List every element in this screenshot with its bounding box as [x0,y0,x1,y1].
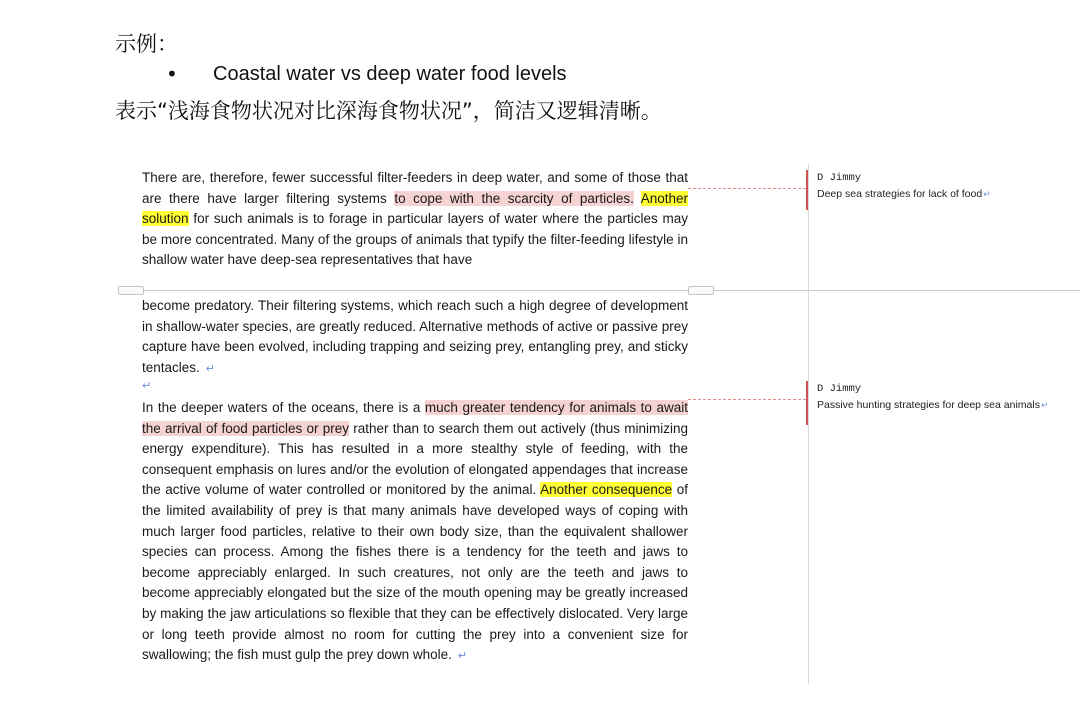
paragraph-1-text-c [634,191,641,206]
comment-author: D Jimmy [817,383,862,395]
intro-label: 示例： [115,32,178,56]
comment-balloon-2[interactable] [806,381,1077,425]
paragraph-mark-icon: ↵ [1040,400,1049,410]
comment-text-body: Passive hunting strategies for deep sea animals [817,399,1040,411]
paragraph-mark-icon: ↵ [457,650,468,663]
comment-anchor-2[interactable]: much greater tendency for animals to await the arrival of food particles or prey [142,400,688,436]
comment-text [817,186,1077,202]
comment-text-body: Deep sea strategies for lack of food [817,188,983,200]
page-break-divider [118,290,1080,291]
highlight-another-consequence: Another consequence [540,482,673,498]
comment-balloon-1[interactable] [806,170,1077,210]
highlight-another-solution: Another solution [142,190,688,227]
comment-connector-2 [688,399,806,400]
paragraph-mark-icon: ↵ [205,362,216,375]
comment-anchor-1[interactable]: to cope with the scarcity of particles. [394,190,634,206]
paragraph-2 [142,296,688,379]
document-screenshot [0,150,1080,710]
paragraph-3-text-a: In the deeper waters of the oceans, there is a [142,400,425,415]
comment-text [817,397,1077,413]
empty-paragraph-mark-icon: ↵ [142,379,152,392]
paragraph-3 [142,398,688,667]
paragraph-3-text-e: of the limited availability of prey is that many animals have developed ways of coping with much larger food particles, relative to their own body size, than the equivalent shallower species can process. Among the fishes there is a tendency for the teeth and jaws to become appreciably enlarged. In such creatures, not only are the teeth and jaws to become appreciably elongated but the size of the mouth opening may be greatly increased by making the jaw articulations so flexible that they can be effectively dislocated. Very large or long teeth provide almost no room for cutting the prey into a convenient size for swallowing; the fish must gulp the prey down whole. [142,482,688,663]
paragraph-1 [142,168,688,271]
paragraph-1-text-a: There are, therefore, fewer successful filter-feeders in deep water, and some of those that are there have larger filtering systems [142,170,688,206]
paragraph-1-text-e: for such animals is to forage in particular layers of water where the particles may be more concentrated. Many of the groups of animals that typify the filter-feeding lifestyle in shallow water have deep-sea representatives that have [142,211,688,268]
paragraph-mark-icon: ↵ [983,189,991,199]
intro-description: 表示“浅海食物状况对比深海食物状况”，简洁又逻辑清晰。 [115,99,662,123]
bullet-text: Coastal water vs deep water food levels [213,63,567,85]
page-break-handle-left[interactable] [118,286,144,295]
page-break-handle-right[interactable] [688,286,714,295]
comment-author: D Jimmy [817,172,862,184]
comment-connector-1 [688,188,806,189]
paragraph-3-text-c: rather than to search them out actively (thus minimizing energy expenditure). This has resulted in a more stealthy style of feeding, with the consequent emphasis on lures and/or the evolution of elongated appendages that increase the active volume of water controlled or monitored by the animal. [142,420,688,498]
bullet-dot: • [166,62,178,86]
paragraph-2-text: become predatory. Their filtering systems, which reach such a high degree of development in shallow-water species, are greatly reduced. Alternative methods of active or passive prey capture have been evolved, including trapping and seizing prey, entangling prey, and sticky tentacles. [142,298,688,375]
